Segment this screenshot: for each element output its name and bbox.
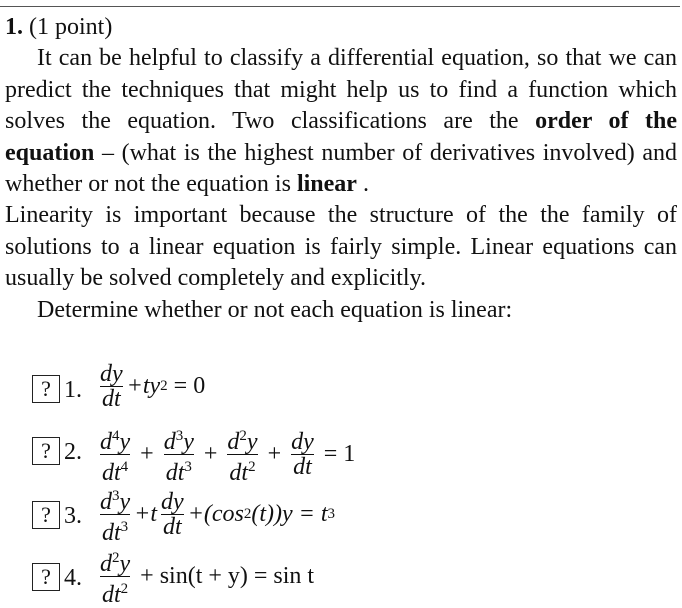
answer-select-3[interactable]: ? xyxy=(32,501,60,529)
equation-3: $\frac{d^3y}{dt^3}$ +t $\frac{dy}{dt}$ +(cos 2 (t))y = t 3 xyxy=(96,484,335,545)
equation-2: $\frac{d^4y}{dt^4}$ + $\frac{d^3y}{dt^3}$ + $\frac{d^2y}{dt^2}$ + $\frac{dy}{dt}$ = 1 xyxy=(96,424,361,485)
answer-select-2[interactable]: ? xyxy=(32,437,60,465)
intro-text-3: . xyxy=(356,171,369,197)
frac-dy-dt: $\frac{dy}{dt}$ xyxy=(161,489,184,540)
question-2 xyxy=(0,424,682,484)
answer-select-4[interactable]: ? xyxy=(32,563,60,591)
answer-select-1[interactable]: ? xyxy=(32,375,60,403)
problem-number: 1. xyxy=(5,14,23,40)
frac-d2y-dt2: $\frac{d^2y}{dt^2}$ xyxy=(227,428,258,486)
top-rule xyxy=(0,6,680,7)
question-number-3: 3. xyxy=(64,503,82,529)
question-1 xyxy=(0,362,682,422)
question-number-2: 2. xyxy=(64,439,82,465)
linearity-paragraph: Linearity is important because the structure of the the family of solutions to a linear equation is fairly simple. Linear equations can usually be solved completely and explicitly. xyxy=(5,202,677,291)
equation-1: $\frac{dy}{dt}$ +ty 2 = 0 xyxy=(100,361,206,412)
instruction-text: Determine whether or not each equation is linear: xyxy=(37,297,513,323)
question-4 xyxy=(0,546,682,606)
frac-dy-dt: $\frac{dy}{dt}$ xyxy=(291,429,314,480)
bold-order-of-equation: order of the equation xyxy=(5,108,678,166)
frac-d2y-dt2: $\frac{d^2y}{dt^2}$ xyxy=(100,550,131,608)
frac-d3y-dt3: $\frac{d^3y}{dt^3}$ xyxy=(100,488,131,546)
equation-4: $\frac{d^2y}{dt^2}$ + sin(t + y) = sin t xyxy=(96,546,320,607)
problem-heading xyxy=(5,12,677,44)
intro-text-2: – (what is the highest number of derivatives involved) and whether or not the equation is xyxy=(5,139,677,197)
problem-points: (1 point) xyxy=(29,14,113,40)
question-number-4: 4. xyxy=(64,565,82,591)
frac-d4y-dt4: $\frac{d^4y}{dt^4}$ xyxy=(100,428,131,486)
question-3 xyxy=(0,484,682,544)
frac-d3y-dt3: $\frac{d^3y}{dt^3}$ xyxy=(163,428,194,486)
frac-dy-dt: $\frac{dy}{dt}$ xyxy=(100,361,123,412)
question-number-1: 1. xyxy=(64,377,82,403)
intro-text-1: It can be helpful to classify a differential equation, so that we can predict the techniques that might help us to find a function which solves the equation. Two classifications are the xyxy=(5,45,677,134)
intro-paragraph xyxy=(5,43,677,201)
bold-linear: linear xyxy=(296,171,357,197)
